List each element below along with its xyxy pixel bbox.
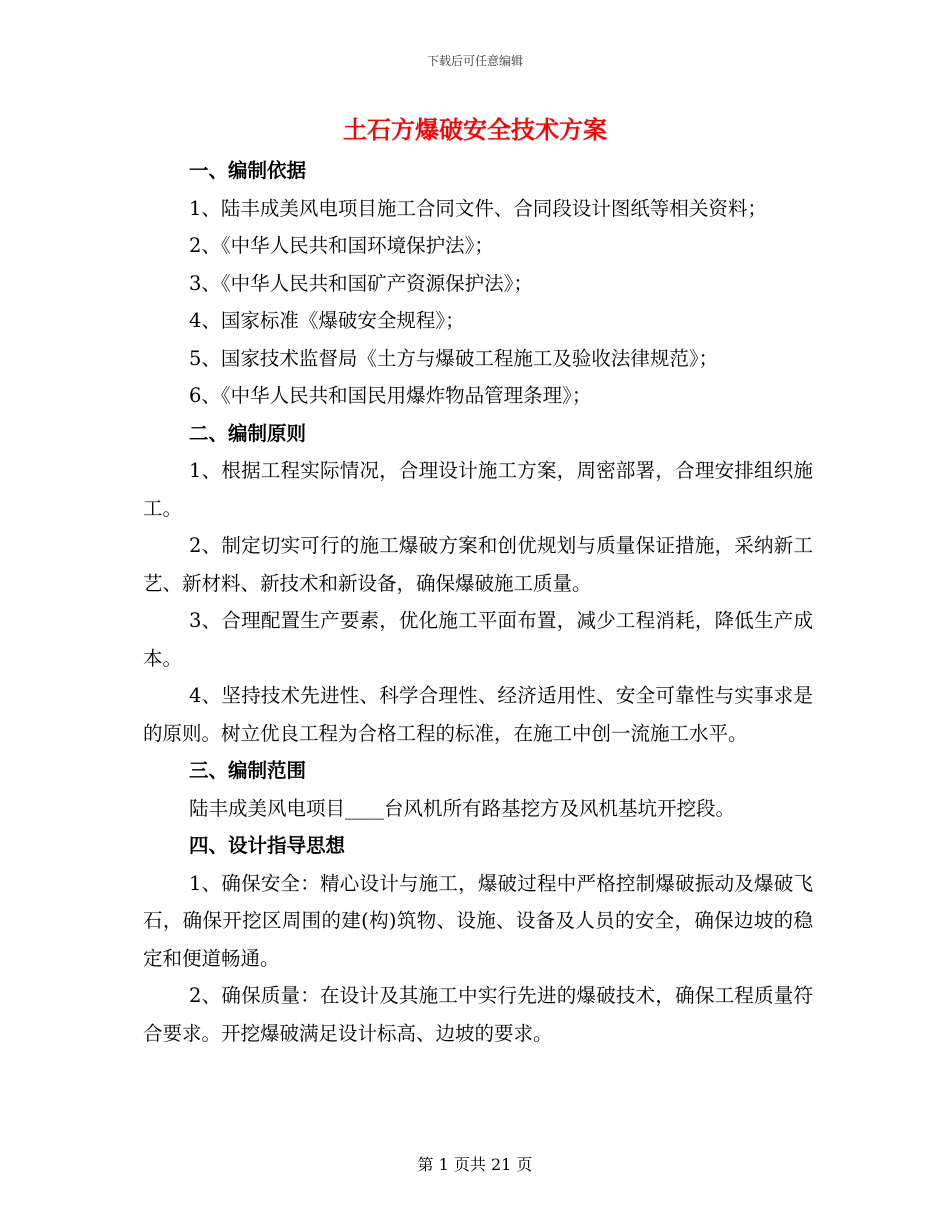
page-header: 下载后可任意编辑: [426, 54, 523, 68]
document-body: [143, 152, 813, 1052]
principle-paragraph: 1、根据工程实际情况，合理设计施工方案，周密部署，合理安排组织施工。: [143, 459, 813, 520]
basis-item: 3、《中华人民共和国矿产资源保护法》；: [189, 271, 533, 295]
section-heading-guiding-ideas: 四、设计指导思想: [189, 834, 346, 857]
basis-item: 6、《中华人民共和国民用爆炸物品管理条理》；: [189, 384, 592, 407]
scope-paragraph: 陆丰成美风电项目____台风机所有路基挖方及风机基坑开挖段。: [189, 796, 736, 820]
guiding-paragraph: 1、确保安全：精心设计与施工，爆破过程中严格控制爆破振动及爆破飞石，确保开挖区周围的建(构)筑物、设施、设备及人员的安全，确保边坡的稳定和便道畅通。: [143, 871, 813, 970]
page-footer: 第 1 页共 21 页: [417, 1155, 533, 1174]
basis-item: 2、《中华人民共和国环境保护法》；: [189, 234, 494, 257]
section-heading-basis: 一、编制依据: [189, 159, 307, 182]
guiding-paragraph: 2、确保质量：在设计及其施工中实行先进的爆破技术，确保工程质量符合要求。开挖爆破满足设计标高、边坡的要求。: [143, 984, 813, 1045]
basis-item: 4、国家标准《爆破安全规程》；: [189, 309, 465, 332]
document-title: 土石方爆破安全技术方案: [343, 115, 607, 144]
principle-paragraph: 2、制定切实可行的施工爆破方案和创优规划与质量保证措施，采纳新工艺、新材料、新技术和新设备，确保爆破施工质量。: [143, 534, 813, 595]
basis-item: 5、国家技术监督局《土方与爆破工程施工及验收法律规范》；: [189, 346, 719, 370]
principle-paragraph: 3、合理配置生产要素，优化施工平面布置，减少工程消耗，降低生产成本。: [143, 609, 813, 670]
section-heading-principles: 二、编制原则: [189, 421, 307, 445]
principle-paragraph: 4、坚持技术先进性、科学合理性、经济适用性、安全可靠性与实事求是的原则。树立优良工程为合格工程的标准，在施工中创一流施工水平。: [143, 684, 813, 745]
basis-item: 1、陆丰成美风电项目施工合同文件、合同段设计图纸等相关资料；: [189, 196, 767, 220]
section-heading-scope: 三、编制范围: [189, 759, 307, 782]
